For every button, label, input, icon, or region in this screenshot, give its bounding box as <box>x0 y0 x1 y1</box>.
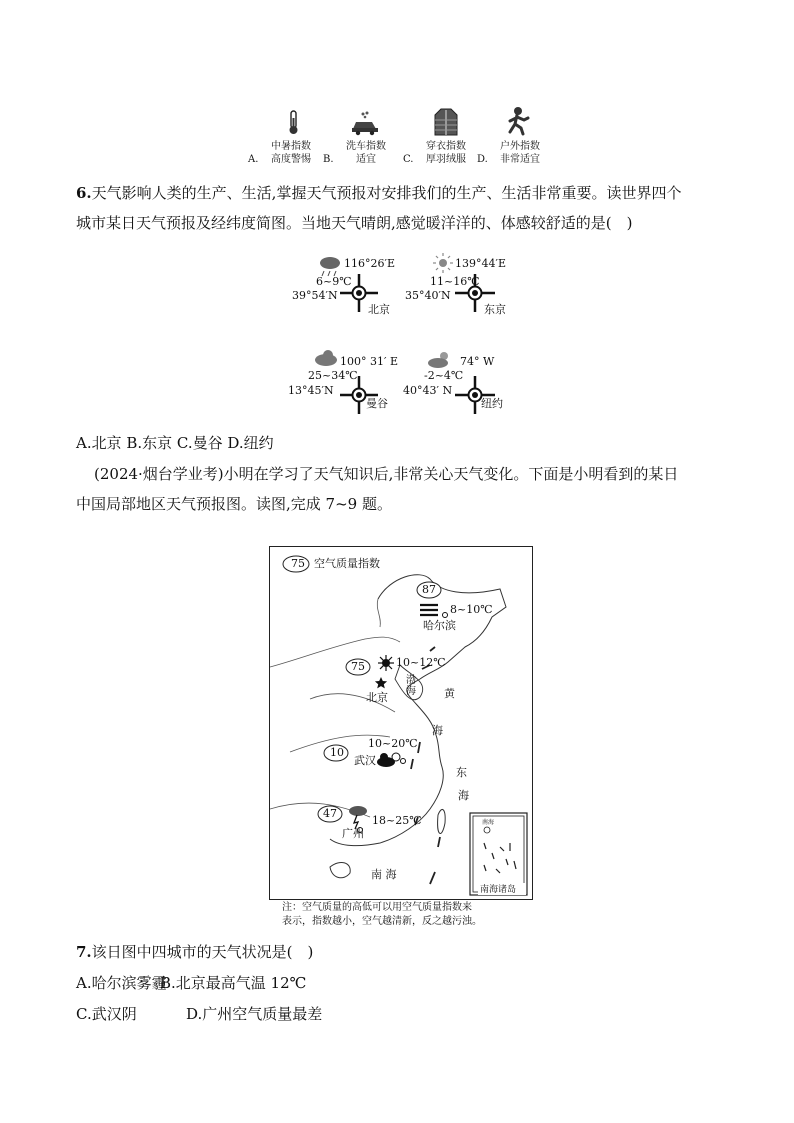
q5-c-value: 厚羽绒服 <box>426 154 466 165</box>
beijing-name: 北京 <box>368 303 390 316</box>
legend-aqi-value: 75 <box>291 557 305 570</box>
q5-b-letter: B. <box>323 154 334 165</box>
guangzhou-temp: 18~25℃ <box>372 814 422 827</box>
q6-text1: 天气影响人类的生产、生活,掌握天气预报对安排我们的生产、生活非常重要。读世界四个 <box>91 184 682 202</box>
cloud-icon <box>315 350 337 366</box>
harbin-name: 哈尔滨 <box>423 619 456 632</box>
beijing-map-name: 北京 <box>366 691 388 704</box>
tokyo-name: 东京 <box>484 303 506 316</box>
q5-b-value: 适宜 <box>356 154 376 165</box>
q7-option-d: D.广州空气质量最差 <box>186 1005 323 1023</box>
wuhan-temp: 10~20℃ <box>368 737 418 750</box>
q5-a-name: 中暑指数 <box>271 141 311 152</box>
newyork-lat: 40°43′ N <box>403 384 453 397</box>
q5-d-letter: D. <box>477 154 488 165</box>
q7-option-b: B.北京最高气温 12℃ <box>160 974 307 992</box>
q5-c-letter: C. <box>403 154 414 165</box>
sun-icon-map <box>378 655 394 671</box>
q7-option-c: C.武汉阴 <box>76 1005 137 1023</box>
bangkok-lon: 100° 31′ E <box>340 355 399 368</box>
newyork-temp: -2~4℃ <box>424 369 464 382</box>
donghai-label-2: 海 <box>458 789 469 802</box>
q5-a-letter: A. <box>248 154 259 165</box>
intro-line1: (2024·烟台学业考)小明在学习了天气知识后,非常关心天气变化。下面是小明看到的某日 <box>94 465 679 483</box>
car-wash-icon <box>350 110 380 136</box>
bangkok-name: 曼谷 <box>366 397 388 410</box>
legend-aqi-label: 空气质量指数 <box>314 557 380 570</box>
newyork-name: 纽约 <box>481 397 503 410</box>
donghai-label-1: 东 <box>456 766 467 779</box>
map-note-line2: 表示，指数越小，空气越清新，反之越污浊。 <box>282 916 482 927</box>
huanghai-label-2: 海 <box>432 724 443 737</box>
down-jacket-icon <box>433 107 459 137</box>
q6-options: A.北京 B.东京 C.曼谷 D.纽约 <box>76 434 274 452</box>
q5-c-name: 穿衣指数 <box>426 141 466 152</box>
q6-line2: 城市某日天气预报及经纬度简图。当地天气晴朗,感觉暖洋洋的、体感较舒适的是( ) <box>76 214 633 232</box>
bangkok-lat: 13°45′N <box>288 384 334 397</box>
wuhan-aqi: 10 <box>330 746 344 759</box>
q5-a-value: 高度警惕 <box>271 154 311 165</box>
bohai-label: 渤海 <box>406 675 416 697</box>
fog-icon <box>420 605 438 615</box>
map-graphics <box>270 547 532 899</box>
runner-icon <box>506 106 532 136</box>
q7-number: 7. <box>76 943 92 961</box>
guangzhou-aqi: 47 <box>323 807 337 820</box>
intro-line2: 中国局部地区天气预报图。读图,完成 7~9 题。 <box>76 495 392 513</box>
q5-d-value: 非常适宜 <box>500 154 540 165</box>
tokyo-lat: 35°40′N <box>405 289 451 302</box>
inset-label: 南海诸岛 <box>480 885 517 895</box>
tokyo-temp: 11~16℃ <box>430 275 480 288</box>
guangzhou-name: 广州 <box>342 827 364 840</box>
inset-nanhai-label: 南海 <box>482 819 495 826</box>
map-note-line1: 注：空气质量的高低可以用空气质量指数来 <box>282 902 472 913</box>
q7-option-a: A.哈尔滨雾霾 <box>76 974 167 992</box>
harbin-aqi: 87 <box>422 583 436 596</box>
wuhan-name: 武汉 <box>354 754 376 767</box>
nanhai-label: 南 海 <box>371 868 397 881</box>
beijing-lon: 116°26′E <box>344 257 396 270</box>
q5-b-name: 洗车指数 <box>346 141 386 152</box>
newyork-lon: 74° W <box>460 355 495 368</box>
thermometer-icon <box>282 110 302 136</box>
rain-icon <box>320 257 340 276</box>
q7-stem <box>76 945 313 960</box>
cloudy-icon <box>377 753 400 767</box>
beijing-aqi: 75 <box>351 660 365 673</box>
q6-line1 <box>76 186 681 201</box>
partly-cloudy-icon <box>428 352 448 368</box>
tokyo-lon: 139°44′E <box>455 257 507 270</box>
beijing-temp: 6~9℃ <box>316 275 352 288</box>
huanghai-label-1: 黄 <box>444 687 455 700</box>
q5-d-name: 户外指数 <box>500 141 540 152</box>
harbin-temp: 8~10℃ <box>450 603 493 616</box>
q6-number: 6. <box>76 184 92 202</box>
bangkok-temp: 25~34℃ <box>308 369 358 382</box>
capital-star-icon <box>375 677 387 688</box>
thunderstorm-icon <box>349 806 367 829</box>
beijing-map-temp: 10~12℃ <box>396 656 446 669</box>
sun-icon <box>433 253 453 273</box>
beijing-lat: 39°54′N <box>292 289 338 302</box>
weather-map <box>269 546 533 900</box>
q7-text: 该日图中四城市的天气状况是( ) <box>91 943 314 961</box>
